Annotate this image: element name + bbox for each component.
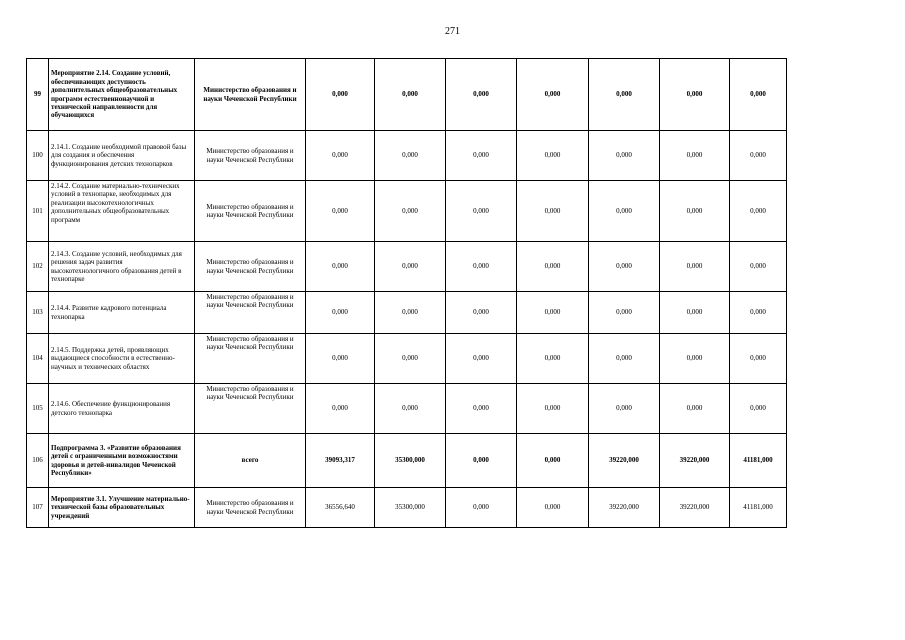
executor: Министерство образования и науки Чеченской Республики xyxy=(195,59,306,131)
row-number: 100 xyxy=(27,131,49,181)
row-number: 104 xyxy=(27,334,49,384)
value-cell: 0,000 xyxy=(517,59,589,131)
row-number: 107 xyxy=(27,488,49,528)
value-cell: 0,000 xyxy=(517,131,589,181)
value-cell: 0,000 xyxy=(730,59,787,131)
table-row xyxy=(27,488,787,528)
value-cell: 0,000 xyxy=(589,334,660,384)
value-cell: 0,000 xyxy=(446,488,517,528)
value-cell: 0,000 xyxy=(660,181,730,242)
executor: Министерство образования и науки Чеченской Республики xyxy=(195,292,306,334)
executor: Министерство образования и науки Чеченской Республики xyxy=(195,488,306,528)
value-cell: 0,000 xyxy=(589,384,660,434)
row-number: 99 xyxy=(27,59,49,131)
value-cell: 0,000 xyxy=(446,242,517,292)
table-row xyxy=(27,384,787,434)
value-cell: 0,000 xyxy=(375,181,446,242)
value-cell: 0,000 xyxy=(375,384,446,434)
value-cell: 0,000 xyxy=(660,384,730,434)
value-cell: 0,000 xyxy=(730,384,787,434)
value-cell: 0,000 xyxy=(660,334,730,384)
row-number: 102 xyxy=(27,242,49,292)
table-row xyxy=(27,434,787,488)
executor: Министерство образования и науки Чеченской Республики xyxy=(195,334,306,384)
activity-name: 2.14.5. Поддержка детей, проявляющих выдающиеся способности в естественно-научных и технических областях xyxy=(49,334,195,384)
table-row xyxy=(27,242,787,292)
value-cell: 39093,317 xyxy=(306,434,375,488)
table-row xyxy=(27,292,787,334)
value-cell: 0,000 xyxy=(517,242,589,292)
page-number: 271 xyxy=(445,26,460,37)
value-cell: 0,000 xyxy=(589,242,660,292)
value-cell: 0,000 xyxy=(517,488,589,528)
executor: Министерство образования и науки Чеченской Республики xyxy=(195,242,306,292)
value-cell: 0,000 xyxy=(517,384,589,434)
value-cell: 0,000 xyxy=(375,242,446,292)
value-cell: 0,000 xyxy=(446,181,517,242)
value-cell: 0,000 xyxy=(375,59,446,131)
table-row xyxy=(27,131,787,181)
value-cell: 36556,640 xyxy=(306,488,375,528)
executor: Министерство образования и науки Чеченской Республики xyxy=(195,384,306,434)
value-cell: 0,000 xyxy=(660,131,730,181)
value-cell: 0,000 xyxy=(589,59,660,131)
activity-name: Подпрограмма 3. «Развитие образования детей с ограниченными возможностями здоровья и детей-инвалидов Чеченской Республики» xyxy=(49,434,195,488)
value-cell: 0,000 xyxy=(375,334,446,384)
value-cell: 0,000 xyxy=(306,181,375,242)
value-cell: 0,000 xyxy=(589,131,660,181)
row-number: 103 xyxy=(27,292,49,334)
value-cell: 0,000 xyxy=(660,242,730,292)
value-cell: 0,000 xyxy=(306,384,375,434)
value-cell: 0,000 xyxy=(446,434,517,488)
value-cell: 35300,000 xyxy=(375,434,446,488)
executor: Министерство образования и науки Чеченской Республики xyxy=(195,131,306,181)
value-cell: 41181,000 xyxy=(730,488,787,528)
value-cell: 35300,000 xyxy=(375,488,446,528)
value-cell: 0,000 xyxy=(306,59,375,131)
value-cell: 39220,000 xyxy=(589,488,660,528)
activity-name: 2.14.1. Создание необходимой правовой базы для создания и обеспечения функционирования детских технопарков xyxy=(49,131,195,181)
value-cell: 0,000 xyxy=(306,242,375,292)
value-cell: 0,000 xyxy=(446,384,517,434)
value-cell: 0,000 xyxy=(730,131,787,181)
value-cell: 0,000 xyxy=(730,334,787,384)
row-number: 106 xyxy=(27,434,49,488)
value-cell: 0,000 xyxy=(660,292,730,334)
activity-name: Мероприятие 3.1. Улучшение материально-технической базы образовательных учреждений xyxy=(49,488,195,528)
value-cell: 0,000 xyxy=(306,131,375,181)
executor: Министерство образования и науки Чеченской Республики xyxy=(195,181,306,242)
value-cell: 39220,000 xyxy=(660,488,730,528)
value-cell: 39220,000 xyxy=(660,434,730,488)
value-cell: 39220,000 xyxy=(589,434,660,488)
activity-name: Мероприятие 2.14. Создание условий, обеспечивающих доступность дополнительных общеобразовательных программ естественнонаучной и технической направленности для обучающихся xyxy=(49,59,195,131)
row-number: 101 xyxy=(27,181,49,242)
value-cell: 0,000 xyxy=(517,434,589,488)
value-cell: 0,000 xyxy=(446,59,517,131)
value-cell: 0,000 xyxy=(660,59,730,131)
value-cell: 0,000 xyxy=(589,181,660,242)
value-cell: 0,000 xyxy=(446,334,517,384)
table-row xyxy=(27,59,787,131)
activity-name: 2.14.4. Развитие кадрового потенциала технопарка xyxy=(49,292,195,334)
funding-table xyxy=(26,58,787,528)
value-cell: 0,000 xyxy=(446,292,517,334)
value-cell: 0,000 xyxy=(517,181,589,242)
value-cell: 0,000 xyxy=(730,242,787,292)
activity-name: 2.14.3. Создание условий, необходимых для решения задач развития высокотехнологичного образования детей в технопарке xyxy=(49,242,195,292)
value-cell: 0,000 xyxy=(375,131,446,181)
value-cell: 0,000 xyxy=(375,292,446,334)
value-cell: 0,000 xyxy=(306,334,375,384)
value-cell: 0,000 xyxy=(517,334,589,384)
value-cell: 0,000 xyxy=(730,181,787,242)
value-cell: 41181,000 xyxy=(730,434,787,488)
value-cell: 0,000 xyxy=(730,292,787,334)
value-cell: 0,000 xyxy=(517,292,589,334)
table-row xyxy=(27,334,787,384)
executor: всего xyxy=(195,434,306,488)
value-cell: 0,000 xyxy=(306,292,375,334)
activity-name: 2.14.2. Создание материально-технических условий в технопарке, необходимых для реализации высокотехнологичных дополнительных общеобразовательных программ xyxy=(51,182,180,224)
value-cell: 0,000 xyxy=(589,292,660,334)
value-cell: 0,000 xyxy=(446,131,517,181)
row-number: 105 xyxy=(27,384,49,434)
table-row xyxy=(27,181,787,242)
activity-name: 2.14.6. Обеспечение функционирования детского технопарка xyxy=(49,384,195,434)
